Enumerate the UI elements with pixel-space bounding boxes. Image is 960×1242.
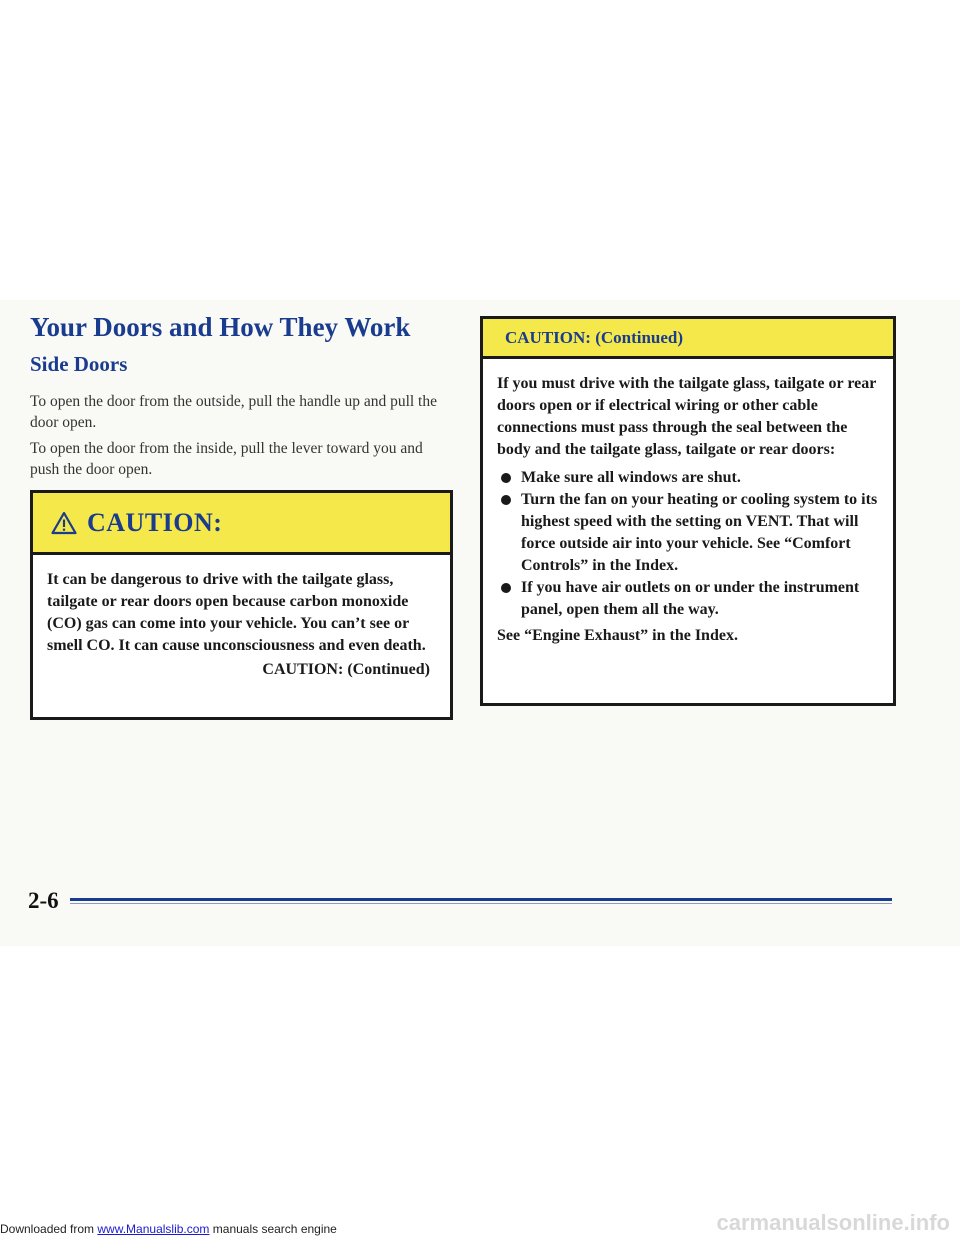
list-item: If you have air outlets on or under the instrument panel, open them all the way. <box>497 577 879 621</box>
download-banner <box>0 1222 337 1236</box>
caution-bullet-list <box>497 467 879 621</box>
paragraph-outside-open: To open the door from the outside, pull the handle up and pull the door open. <box>30 393 437 431</box>
site-watermark: carmanualsonline.info <box>716 1210 950 1235</box>
section-title: Side Doors <box>30 352 128 376</box>
caution-intro-text: If you must drive with the tailgate glass, tailgate or rear doors open or if electrical wiring or other cable connections must pass through the seal between the body and the tailgate glass, tailgate or rear doors: <box>497 375 877 458</box>
caution-continued-label: CAUTION: (Continued) <box>262 661 430 678</box>
caution-box-left <box>30 490 453 720</box>
caution-box-right <box>480 316 896 706</box>
caution-label: CAUTION: <box>87 507 223 537</box>
caution-body <box>33 555 450 681</box>
caution-continued-header <box>483 319 893 359</box>
footer-rule-thin <box>70 903 892 904</box>
warning-triangle-icon <box>51 511 77 535</box>
manualslib-link[interactable]: www.Manualslib.com <box>97 1222 210 1236</box>
list-item: Turn the fan on your heating or cooling system to its highest speed with the setting on VENT. That will force outside air into your vehicle. See “Comfort Controls” in the Index. <box>497 489 879 577</box>
download-banner-suffix: manuals search engine <box>209 1222 337 1236</box>
paragraph-inside-open: To open the door from the inside, pull the lever toward you and push the door open. <box>30 440 423 478</box>
list-item: Make sure all windows are shut. <box>497 467 879 489</box>
download-banner-prefix: Downloaded from <box>0 1222 98 1236</box>
caution-text: It can be dangerous to drive with the tailgate glass, tailgate or rear doors open because carbon monoxide (CO) gas can come into your vehicle. You can’t see or smell CO. It can cause unconsciousness and even death. <box>47 571 426 654</box>
caution-closing-text: See “Engine Exhaust” in the Index. <box>497 627 738 644</box>
page-number: 2-6 <box>28 888 59 913</box>
page-title: Your Doors and How They Work <box>30 312 411 342</box>
caution-continued-body <box>483 359 893 647</box>
caution-header <box>33 493 450 555</box>
footer-rule <box>70 898 892 901</box>
caution-continued-title: CAUTION: (Continued) <box>505 327 684 347</box>
